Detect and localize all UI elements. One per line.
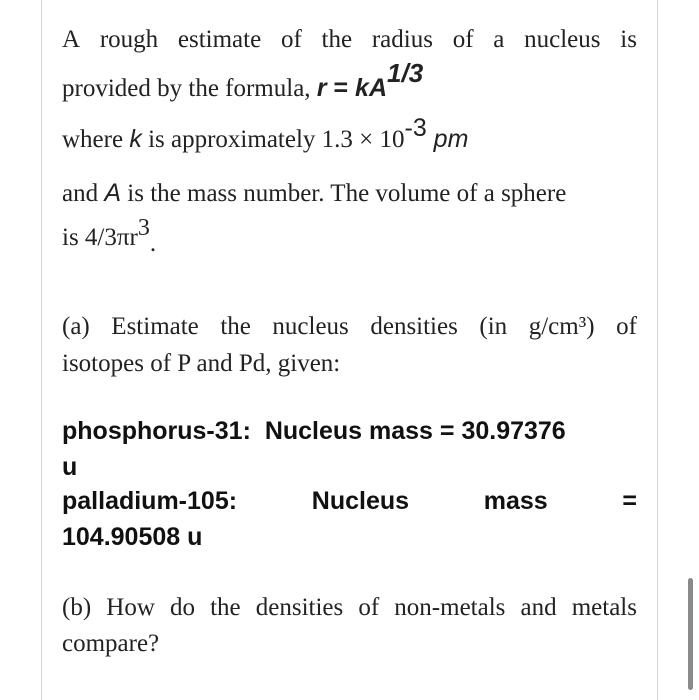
intro-line-1-word: of: [280, 26, 302, 53]
intro-line-1-word: nucleus: [524, 26, 601, 53]
intro-line-1-word: radius: [371, 26, 433, 53]
intro-line-1-word: of: [452, 26, 474, 53]
part-a-line-1-word: nucleus: [272, 313, 349, 340]
part-a-line-1-word: Estimate: [111, 313, 199, 340]
part-b-line-1-word: do: [169, 594, 195, 621]
sphere-volume-formula: is 4/3πr: [62, 224, 138, 251]
intro-line-1-word: rough: [99, 26, 159, 53]
intro-line-3: [62, 114, 637, 153]
page-border-right: [657, 0, 658, 700]
palladium-line: [62, 489, 637, 514]
k-exponent: -3: [404, 114, 427, 142]
part-b-line-2-text: compare?: [62, 630, 160, 657]
palladium-value-line: [62, 525, 637, 550]
a-variable: A: [104, 179, 122, 207]
part-a-line-1-word: (a): [62, 313, 90, 340]
formula-kA: kA: [355, 74, 388, 102]
sphere-volume-period: .: [149, 230, 157, 257]
part-b-line-1-word: (b): [62, 594, 92, 621]
intro-line-1-word: A: [62, 26, 81, 53]
part-a-line-1-word: of: [616, 313, 637, 340]
intro-line-5: [62, 215, 637, 257]
where-text: where: [62, 126, 130, 153]
part-b-line-1-word: and: [520, 594, 557, 621]
intro-line-1-word: is: [620, 26, 637, 53]
formula-equals: =: [326, 74, 356, 102]
part-b-line-1-word: densities: [255, 594, 344, 621]
palladium-word: palladium-105:: [62, 487, 238, 515]
intro-line-2-text: provided by the formula,: [62, 75, 317, 102]
part-a-line-2-text: isotopes of P and Pd, given:: [62, 350, 341, 377]
intro-line-1: [62, 27, 637, 52]
k-variable: k: [129, 125, 142, 153]
intro-line-4: [62, 181, 637, 206]
phosphorus-unit: u: [62, 453, 78, 481]
part-b-line-1-word: metals: [571, 594, 637, 621]
phosphorus-unit-line: [62, 455, 637, 480]
palladium-word: Nucleus: [311, 487, 410, 515]
volume-text: is the mass number. The volume of a sphere: [121, 180, 567, 207]
part-a-line-1-word: (in: [479, 313, 508, 340]
part-a-line-1-word: densities: [370, 313, 458, 340]
intro-line-1-word: estimate: [177, 26, 262, 53]
sphere-volume-exponent: 3: [137, 215, 150, 241]
palladium-mass-value: 104.90508 u: [62, 523, 203, 551]
formula-exponent: 1/3: [387, 58, 424, 88]
part-b-line-1-word: How: [106, 594, 155, 621]
part-a-line-1-word: the: [220, 313, 251, 340]
part-b-line-2: [62, 631, 637, 656]
part-a-line-1-word: g/cm³): [528, 313, 595, 340]
and-text: and: [62, 180, 105, 207]
scrollbar-thumb[interactable]: [688, 578, 693, 690]
phosphorus-line: [62, 419, 637, 444]
intro-line-2: [62, 58, 637, 102]
intro-line-1-word: the: [321, 26, 353, 53]
intro-line-1-word: a: [493, 26, 505, 53]
palladium-word: =: [622, 487, 637, 515]
part-a-line-2: [62, 351, 637, 376]
part-b-line-1-word: the: [210, 594, 241, 621]
phosphorus-mass: Nucleus mass = 30.97376: [264, 417, 566, 445]
phosphorus-label: phosphorus-31:: [62, 417, 251, 445]
part-b-line-1-word: of: [358, 594, 380, 621]
k-value: is approximately 1.3 × 10: [141, 126, 405, 153]
page-border-left: [41, 0, 42, 700]
k-unit: pm: [426, 125, 469, 153]
part-b-line-1: [62, 595, 637, 620]
part-b-line-1-word: non-metals: [394, 594, 506, 621]
formula-r: r: [316, 74, 327, 102]
part-a-line-1: [62, 314, 637, 339]
palladium-word: mass: [483, 487, 548, 515]
